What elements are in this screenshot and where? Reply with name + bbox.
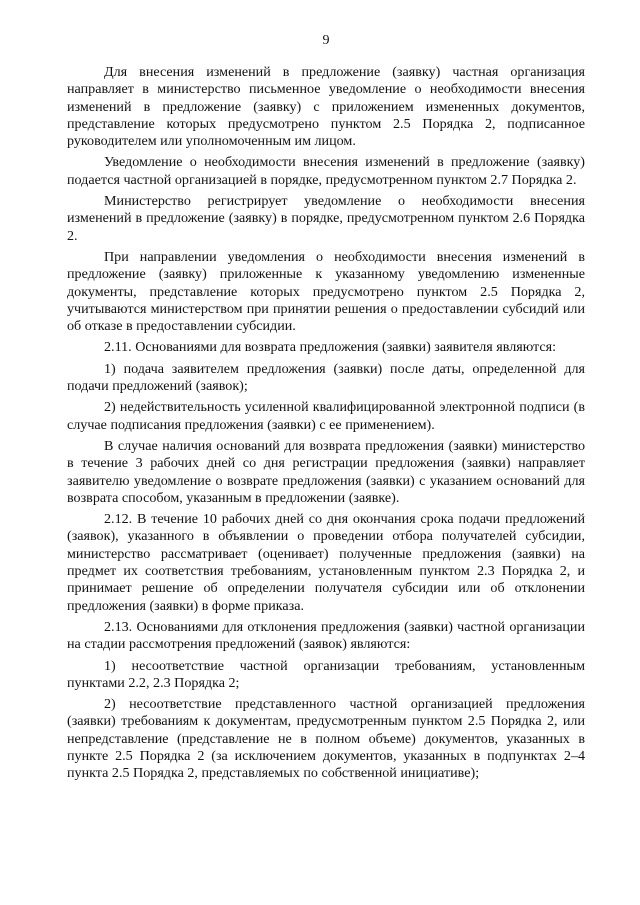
clause-2-13-rejection-grounds: 2.13. Основаниями для отклонения предложения (заявки) частной организации на стадии рассмотрения предложений (заявок) являются:: [67, 618, 585, 653]
return-ground-item-2: 2) недействительность усиленной квалифицированной электронной подписи (в случае подписания предложения (заявки) с ее применением).: [67, 399, 585, 433]
paragraph-notice-registration: Министерство регистрирует уведомление о необходимости внесения изменений в предложение (заявку) в порядке, предусмотренном пунктом 2.6 Порядка 2.: [67, 193, 585, 244]
page-number: 9: [322, 33, 330, 48]
paragraph-amendment-procedure: Для внесения изменений в предложение (заявку) частная организация направляет в министерство письменное уведомление о необходимости внесения изменений в предложение (заявку) с приложением измененных документов, представление которых предусмотрено пунктом 2.5 Порядка 2, подписанное руководителем или уполномоченным им лицом.: [67, 64, 585, 150]
paragraph-return-notice: В случае наличия оснований для возврата предложения (заявки) министерство в течение 3 рабочих дней со дня регистрации предложения (заявки) направляет заявителю уведомление о возврате предложения (заявки) с указанием оснований для возврата способом, указанным в предложении (заявке).: [67, 437, 585, 506]
rejection-ground-item-1: 1) несоответствие частной организации требованиям, установленным пунктами 2.2, 2.3 Порядка 2;: [67, 657, 585, 691]
paragraph-amended-documents: При направлении уведомления о необходимости внесения изменений в предложение (заявку) приложенные к указанному уведомлению измененные документы, представление которых предусмотрено пунктом 2.5 Порядка 2, учитываются министерством при принятии решения о предоставлении субсидий или об отказе в предоставлении субсидии.: [67, 248, 585, 335]
clause-2-12-review: 2.12. В течение 10 рабочих дней со дня окончания срока подачи предложений (заявок), указанного в объявлении о проведении отбора получателей субсидии, министерство рассматривает (оценивает) полученные предложения (заявки) на предмет их соответствия требованиям, установленным пунктом 2.3 Порядка 2, и принимает решение об определении получателя субсидии или об отклонении предложения (заявки) в форме приказа.: [67, 511, 585, 614]
paragraph-notice-submission: Уведомление о необходимости внесения изменений в предложение (заявку) подается частной организацией в порядке, предусмотренном пунктом 2.7 Порядка 2.: [67, 154, 585, 188]
return-ground-item-1: 1) подача заявителем предложения (заявки) после даты, определенной для подачи предложений (заявок);: [67, 360, 585, 395]
document-page: [67, 32, 585, 787]
rejection-ground-item-2: 2) несоответствие представленного частной организацией предложения (заявки) требованиям к документам, предусмотренным пунктом 2.5 Порядка 2, или непредставление (представление не в полном объеме) документов, указанных в пункте 2.5 Порядка 2 (за исключением документов, указанных в подпунктах 2–4 пункта 2.5 Порядка 2, представляемых по собственной инициативе);: [67, 696, 585, 782]
clause-2-11-return-grounds: 2.11. Основаниями для возврата предложения (заявки) заявителя являются:: [104, 339, 557, 356]
